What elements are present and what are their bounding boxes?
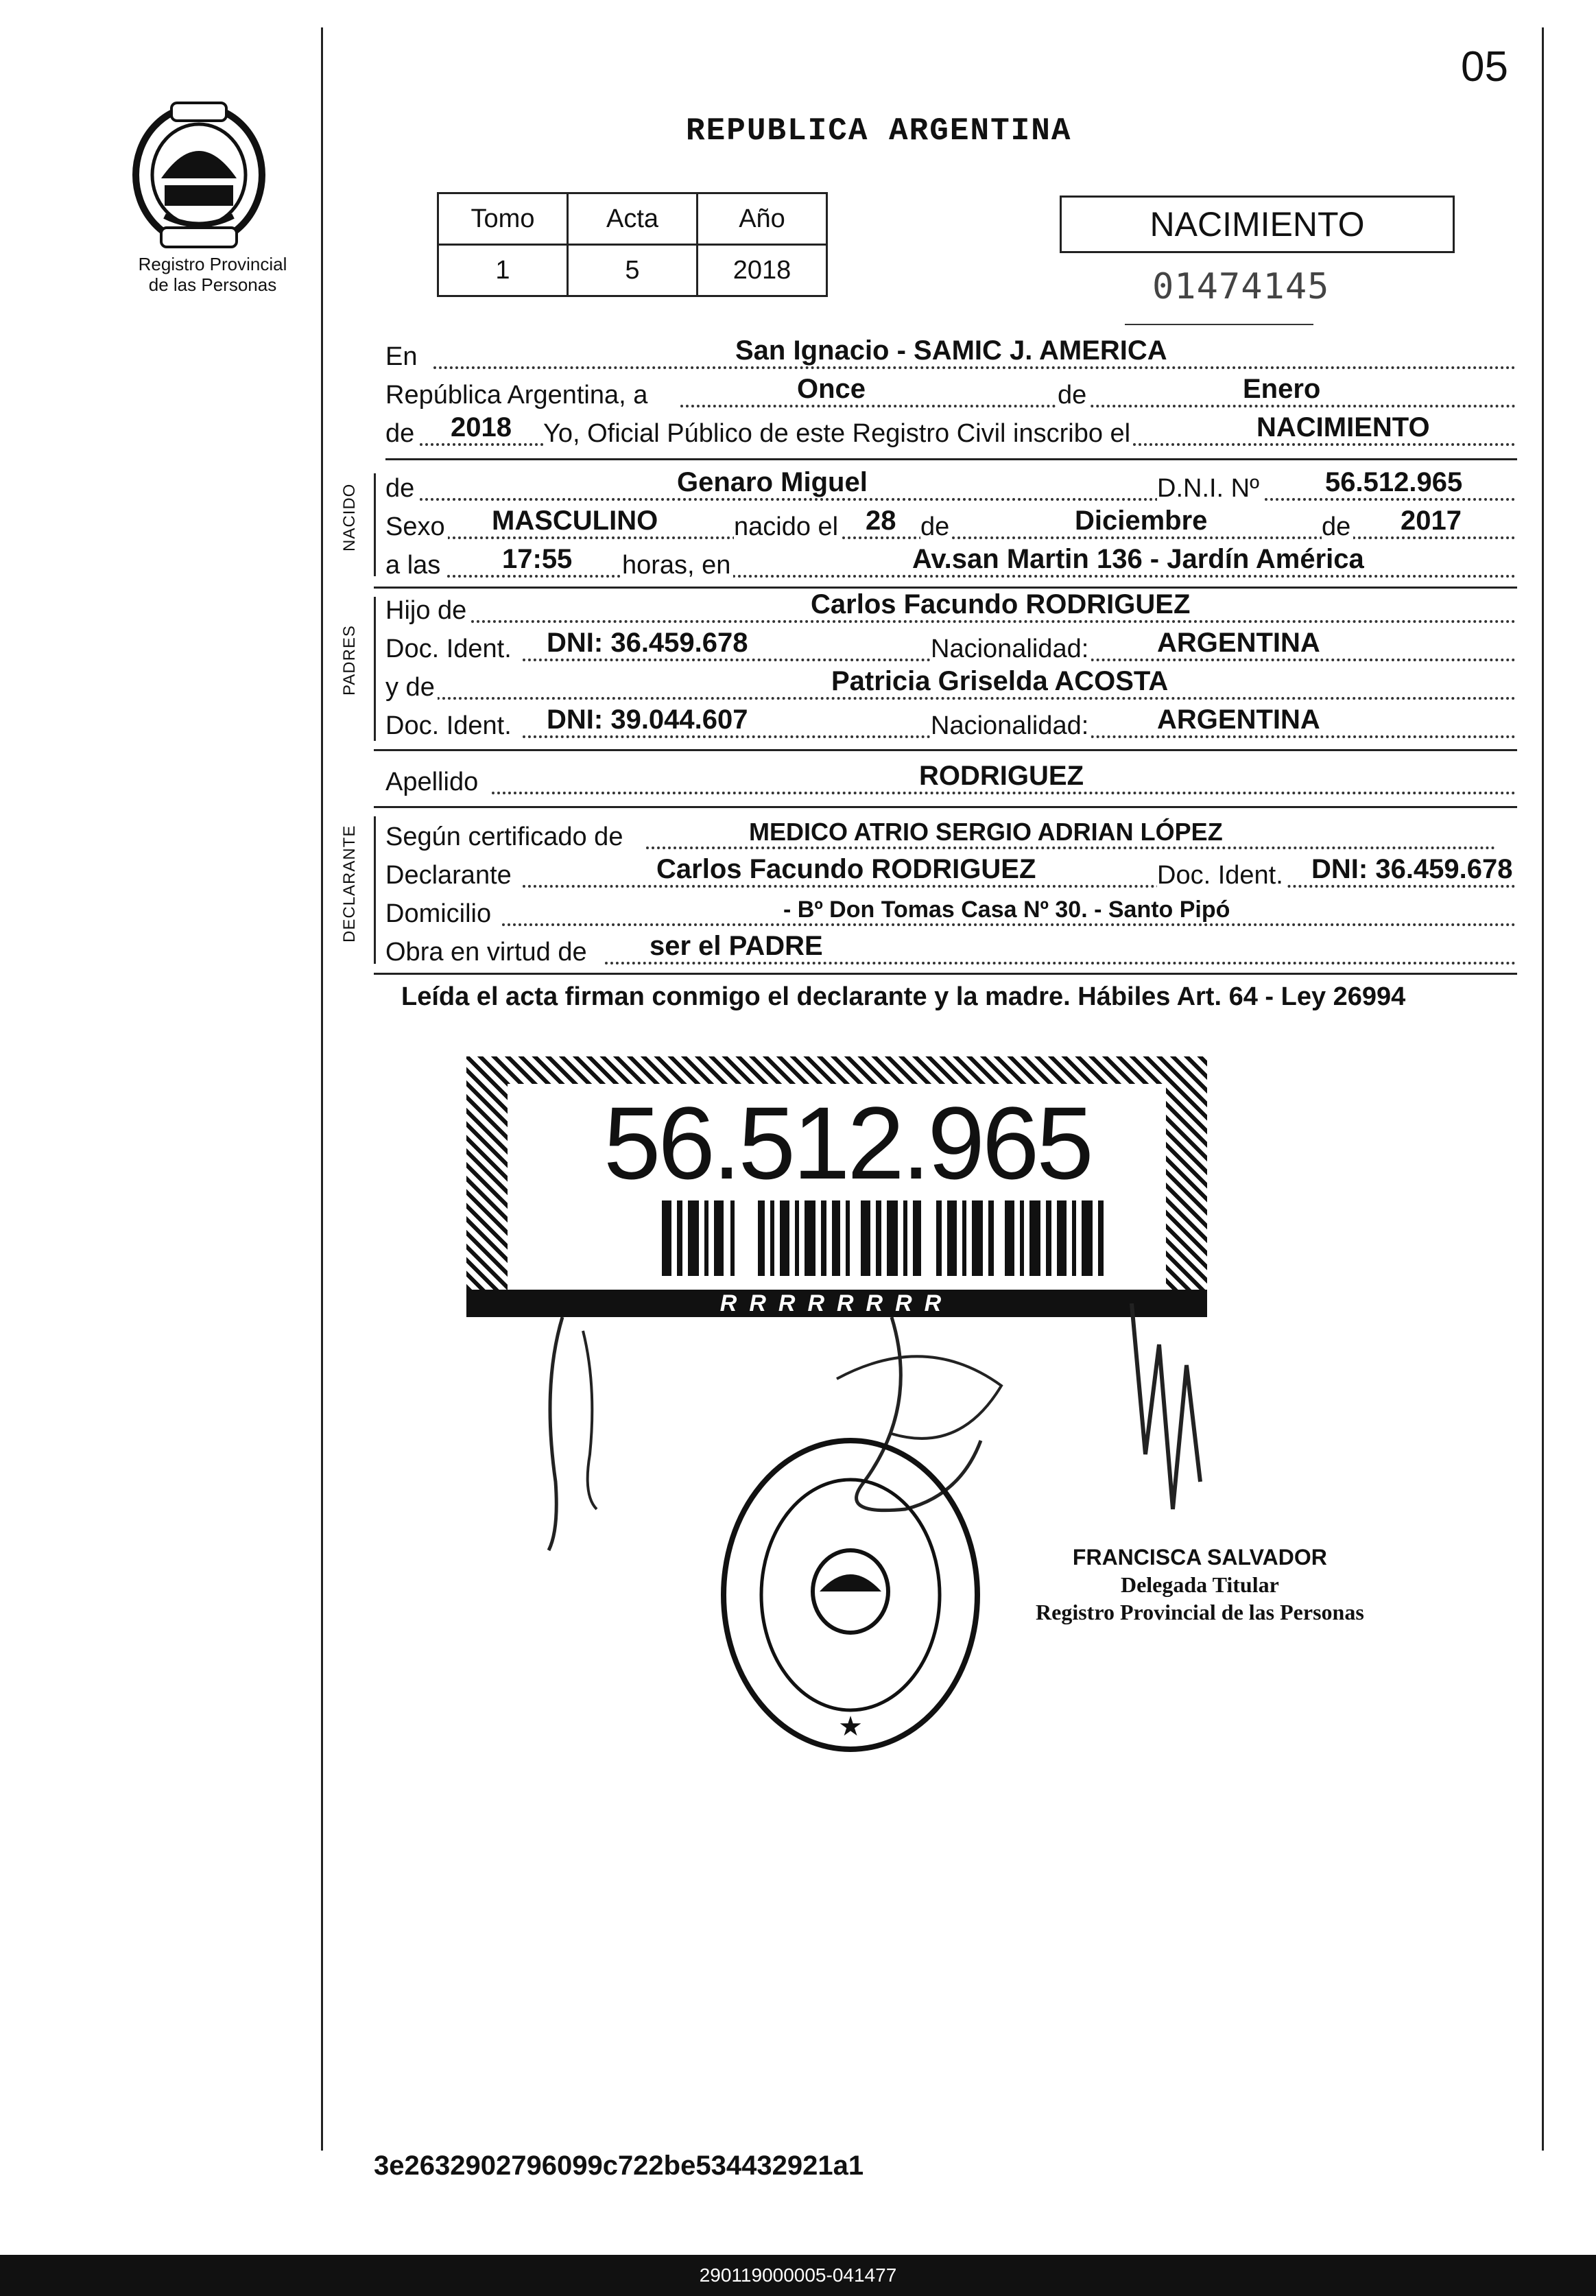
- section-bracket: [374, 473, 376, 576]
- stamp-dni-number: 56.512.965: [604, 1085, 1091, 1200]
- acta-value: 5: [568, 245, 698, 296]
- anio-header: Año: [698, 193, 827, 245]
- divider: [374, 587, 1517, 589]
- declarant-address: - Bº Don Tomas Casa Nº 30. - Santo Pipó: [783, 897, 1230, 923]
- divider: [374, 973, 1517, 975]
- row-padre: Hijo de Carlos Facundo RODRIGUEZ: [385, 590, 1517, 628]
- dni-security-stamp: [466, 1056, 1207, 1317]
- row-nacido-name: de Genaro Miguel D.N.I. Nº 56.512.965: [385, 468, 1517, 506]
- date-month: Enero: [1243, 374, 1321, 404]
- document-hash: 3e2632902796099c722be534432921a1: [374, 2151, 864, 2181]
- page-number: 05: [1461, 43, 1508, 91]
- row-madre-doc: Doc. Ident. DNI: 39.044.607 Nacionalidad: ARGENTINA: [385, 705, 1517, 744]
- mother-name: Patricia Griselda ACOSTA: [831, 666, 1169, 696]
- section-bracket: [374, 816, 376, 964]
- certifying-doctor: MEDICO ATRIO SERGIO ADRIAN LÓPEZ: [749, 818, 1223, 846]
- place-city: San Ignacio - SAMIC J. AMERICA: [735, 335, 1167, 366]
- father-doc: DNI: 36.459.678: [547, 628, 748, 658]
- row-padre-doc: Doc. Ident. DNI: 36.459.678 Nacionalidad: ARGENTINA: [385, 628, 1517, 667]
- date-day: Once: [797, 374, 866, 404]
- official-org: Registro Provincial de las Personas: [1036, 1600, 1364, 1624]
- left-margin-line: [321, 27, 323, 2151]
- row-year: de 2018 Yo, Oficial Público de este Registro Civil inscribo el NACIMIENTO: [385, 413, 1517, 451]
- serial-underline: [1125, 324, 1313, 325]
- anio-value: 2018: [698, 245, 827, 296]
- document-country-title: REPUBLICA ARGENTINA: [686, 113, 1072, 149]
- child-sex: MASCULINO: [492, 506, 658, 536]
- birth-month: Diciembre: [1075, 506, 1208, 536]
- tomo-header: Tomo: [438, 193, 568, 245]
- birth-year: 2017: [1401, 506, 1462, 536]
- row-nacido-place: a las 17:55 horas, en Av.san Martin 136 - Jardín América: [385, 545, 1517, 583]
- misiones-crest-icon: [123, 96, 274, 250]
- official-name: FRANCISCA SALVADOR: [1072, 1545, 1327, 1570]
- divider: [374, 749, 1517, 751]
- closing-statement: Leída el acta firman conmigo el declarante y la madre. Hábiles Art. 64 - Ley 26994: [401, 982, 1406, 1011]
- row-obra: Obra en virtud de ser el PADRE: [385, 932, 1517, 970]
- row-domicilio: Domicilio - Bº Don Tomas Casa Nº 30. - Santo Pipó: [385, 893, 1517, 932]
- row-apellido: Apellido RODRIGUEZ: [385, 761, 1517, 800]
- section-label-padres: PADRES: [340, 625, 359, 696]
- child-dni: 56.512.965: [1325, 467, 1463, 497]
- serial-number: 01474145: [1152, 266, 1330, 307]
- section-label-nacido: NACIDO: [340, 483, 359, 552]
- father-nationality: ARGENTINA: [1157, 628, 1320, 658]
- logo-caption: Registro Provincial de las Personas: [138, 254, 287, 295]
- birth-place: Av.san Martin 136 - Jardín América: [912, 544, 1364, 574]
- barcode-icon: [662, 1200, 1128, 1276]
- declarant-doc: DNI: 36.459.678: [1311, 854, 1513, 884]
- official-signature-block: [1036, 1543, 1364, 1626]
- father-name: Carlos Facundo RODRIGUEZ: [811, 589, 1191, 619]
- row-certificado: Según certificado de MEDICO ATRIO SERGIO ADRIAN LÓPEZ: [385, 816, 1517, 855]
- divider: [374, 806, 1517, 808]
- record-type-box: NACIMIENTO: [1060, 196, 1455, 253]
- date-year: 2018: [451, 412, 512, 442]
- declarant-relation: ser el PADRE: [650, 931, 823, 961]
- svg-text:★: ★: [838, 1712, 863, 1742]
- section-label-declarante: DECLARANTE: [340, 825, 359, 943]
- row-nacido-birth: Sexo MASCULINO nacido el 28 de Diciembre de 2017: [385, 506, 1517, 545]
- section-bracket: [374, 597, 376, 741]
- declarant-name: Carlos Facundo RODRIGUEZ: [656, 854, 1036, 884]
- stamp-band: RRRRRRRR: [466, 1290, 1207, 1317]
- row-place: En San Ignacio - SAMIC J. AMERICA: [385, 336, 1517, 375]
- birth-day: 28: [866, 506, 896, 536]
- delegation-seal-icon: [717, 1434, 984, 1756]
- row-declarante: Declarante Carlos Facundo RODRIGUEZ Doc. Ident. DNI: 36.459.678: [385, 855, 1517, 893]
- divider: [385, 458, 1517, 460]
- official-role: Delegada Titular: [1120, 1572, 1279, 1597]
- mother-doc: DNI: 39.044.607: [547, 705, 748, 735]
- event-type: NACIMIENTO: [1256, 412, 1430, 442]
- volume-table: [437, 192, 828, 297]
- acta-header: Acta: [568, 193, 698, 245]
- footer-code: 290119000005-041477: [0, 2255, 1596, 2296]
- tomo-value: 1: [438, 245, 568, 296]
- row-date: República Argentina, a Once de Enero: [385, 375, 1517, 413]
- row-madre: y de Patricia Griselda ACOSTA: [385, 667, 1517, 705]
- right-margin-line: [1542, 27, 1544, 2151]
- surname-value: RODRIGUEZ: [919, 761, 1084, 791]
- child-name: Genaro Miguel: [677, 467, 868, 497]
- birth-time: 17:55: [502, 544, 573, 574]
- mother-nationality: ARGENTINA: [1157, 705, 1320, 735]
